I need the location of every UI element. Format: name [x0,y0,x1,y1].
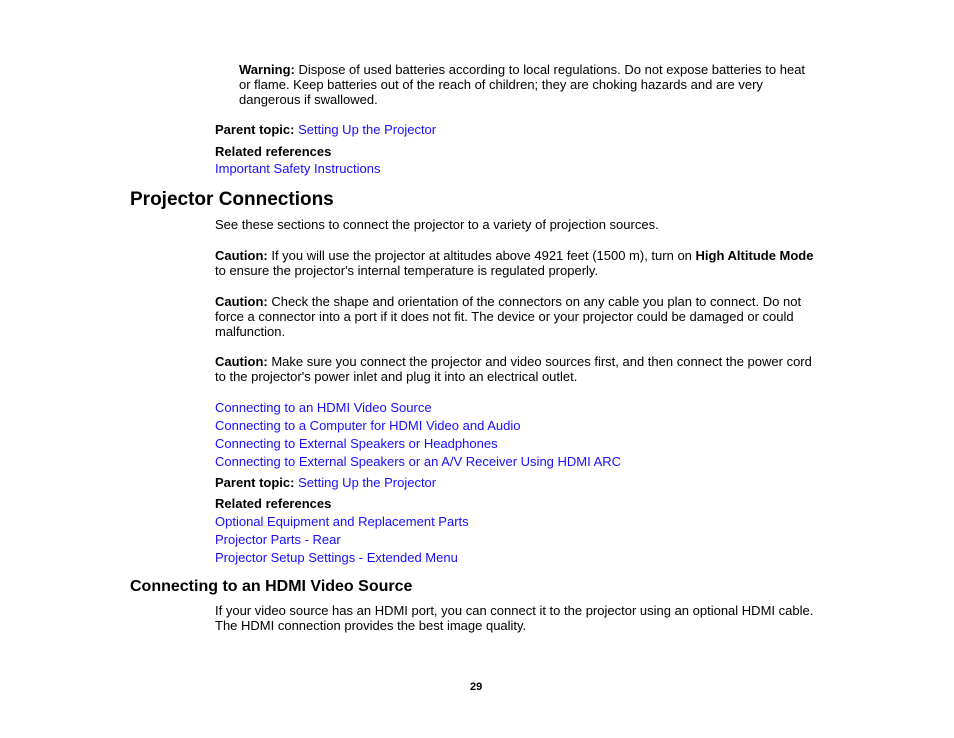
subsection-text-1: If your video source has an HDMI port, you can connect it to the projector using an optional HDMI cable. [215,603,814,618]
parent-topic-label: Parent topic: [215,122,295,137]
section-parent-topic-label: Parent topic: [215,475,295,490]
related-link-parts-rear[interactable]: Projector Parts - Rear [215,532,341,547]
caution-3-line-2: to the projector's power inlet and plug it into an electrical outlet. [215,369,578,384]
section-title: Projector Connections [130,189,334,210]
section-related-heading: Related references [215,496,332,511]
subsection-text-2: The HDMI connection provides the best image quality. [215,618,527,633]
caution-3-label: Caution: [215,354,268,369]
link-hdmi-video-source[interactable]: Connecting to an HDMI Video Source [215,400,432,415]
section-intro: See these sections to connect the projector to a variety of projection sources. [215,217,659,232]
link-computer-hdmi[interactable]: Connecting to a Computer for HDMI Video and Audio [215,418,521,433]
caution-3-text: Make sure you connect the projector and video sources first, and then connect the power cord [267,354,812,369]
caution-1-bold: High Altitude Mode [695,248,814,263]
page-number: 29 [470,681,483,693]
section-parent-topic-link[interactable]: Setting Up the Projector [298,475,437,490]
warning-text-1: Dispose of used batteries according to local regulations. Do not expose batteries to heat [294,62,806,77]
caution-2-line-2: force a connector into a port if it does not fit. The device or your projector could be damaged or could [215,309,794,324]
caution-2-line-1 [215,294,801,309]
warning-label: Warning: [239,62,295,77]
section-parent-topic [215,475,436,490]
warning-line-1 [239,62,805,77]
related-references-heading: Related references [215,144,332,159]
related-link-setup-settings[interactable]: Projector Setup Settings - Extended Menu [215,550,458,565]
caution-1-text: If you will use the projector at altitudes above 4921 feet (1500 m), turn on [267,248,696,263]
parent-topic-link[interactable]: Setting Up the Projector [298,122,437,137]
caution-1-line-1 [215,248,813,263]
caution-1-line-2: to ensure the projector's internal temperature is regulated properly. [215,263,599,278]
caution-3-line-1 [215,354,812,369]
subsection-title: Connecting to an HDMI Video Source [130,578,413,595]
parent-topic [215,122,436,137]
related-link-safety[interactable]: Important Safety Instructions [215,161,381,176]
caution-2-text: Check the shape and orientation of the connectors on any cable you plan to connect. Do not [267,294,802,309]
link-hdmi-arc[interactable]: Connecting to External Speakers or an A/V Receiver Using HDMI ARC [215,454,622,469]
caution-2-label: Caution: [215,294,268,309]
caution-2-line-3: malfunction. [215,324,286,339]
link-external-speakers[interactable]: Connecting to External Speakers or Headphones [215,436,498,451]
warning-text-2: or flame. Keep batteries out of the reach of children; they are choking hazards and are very [239,77,763,92]
warning-text-3: dangerous if swallowed. [239,92,378,107]
related-link-optional-equipment[interactable]: Optional Equipment and Replacement Parts [215,514,469,529]
caution-1-label: Caution: [215,248,268,263]
